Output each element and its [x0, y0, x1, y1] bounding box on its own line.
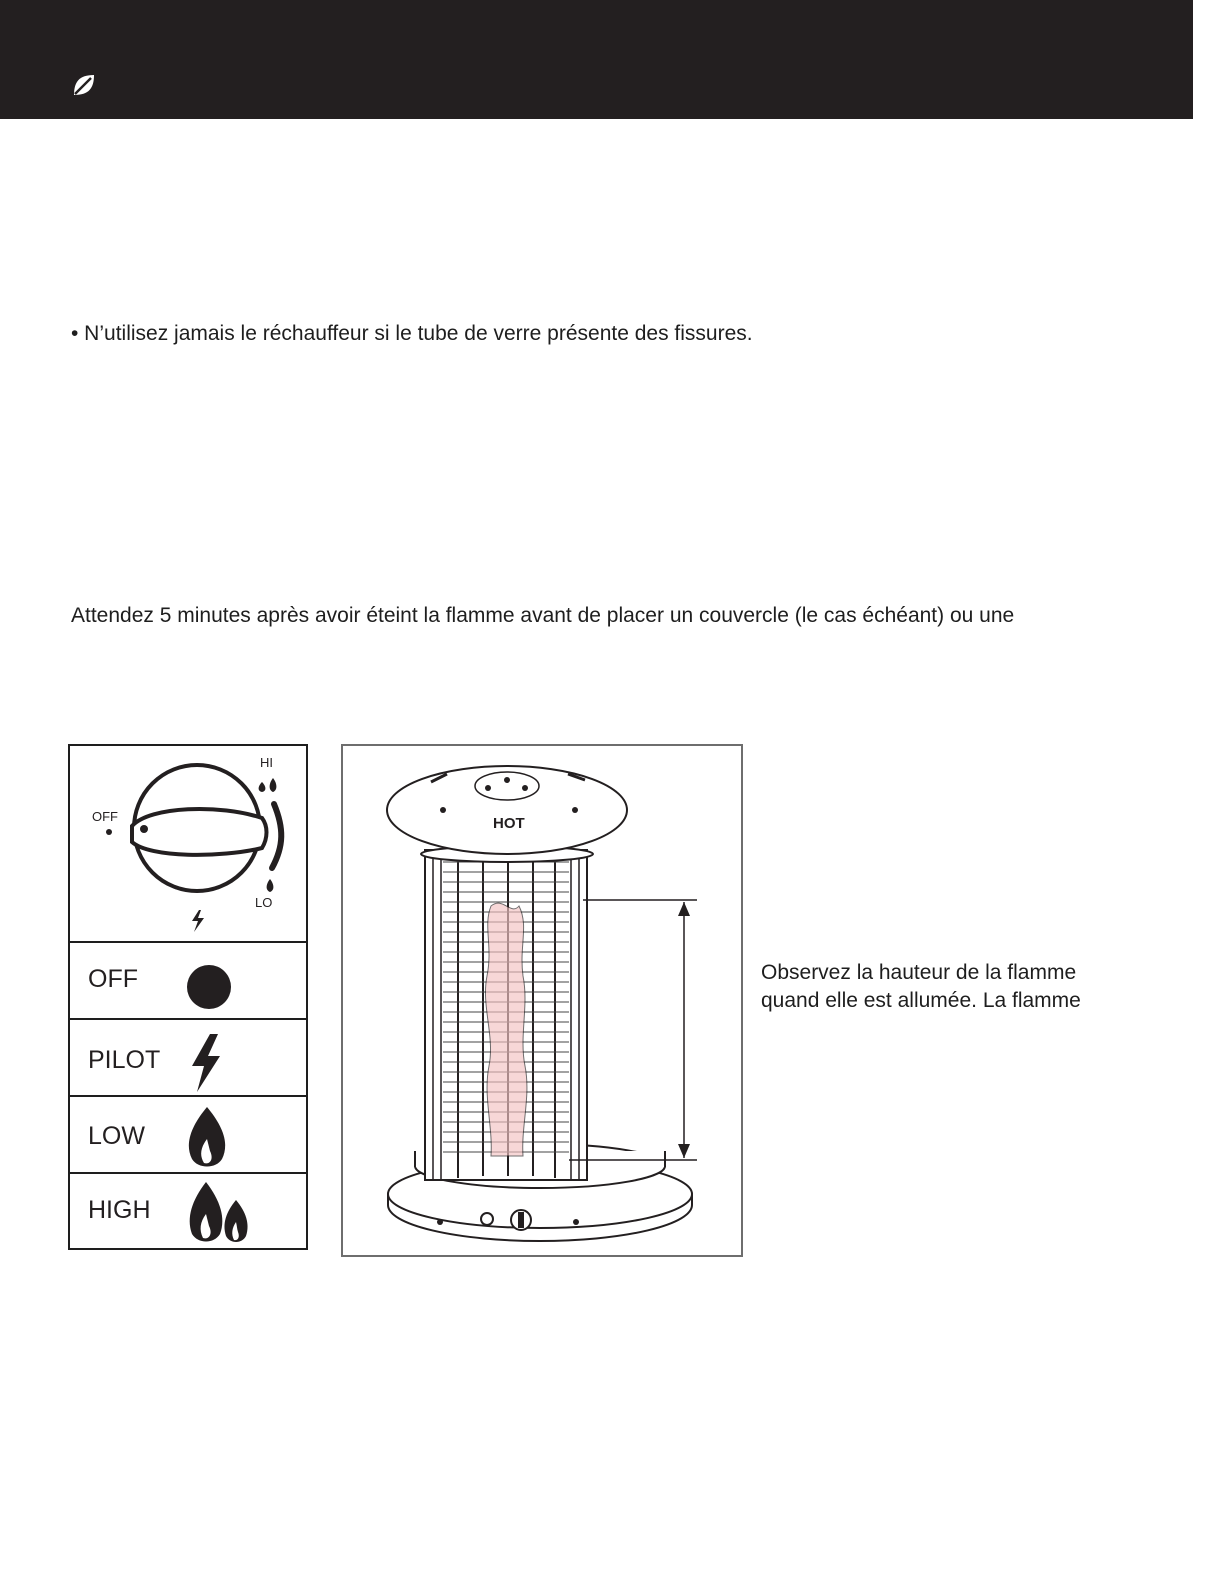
- knob-off-label: OFF: [92, 809, 118, 824]
- setting-label-pilot: PILOT: [88, 1046, 161, 1074]
- setting-label-low: LOW: [88, 1122, 145, 1150]
- flame-note-line-1: Observez la hauteur de la flamme: [761, 961, 1077, 984]
- crack-warning-text: • N’utilisez jamais le réchauffeur si le tube de verre présente des fissures.: [71, 322, 753, 345]
- knob-dial-figure: [70, 746, 306, 941]
- lo-flame-icon: [267, 879, 274, 892]
- igniter-button-icon: [481, 1213, 493, 1225]
- setting-label-off: OFF: [88, 965, 138, 993]
- heater-cage: [425, 850, 587, 1180]
- double-flame-icon: [180, 1180, 290, 1250]
- flame-range-arc: [272, 804, 281, 868]
- knob-lo-label: LO: [255, 895, 273, 910]
- hi-flames-icon: [259, 778, 277, 792]
- heater-figure: [341, 744, 743, 1257]
- filled-circle-icon: [180, 949, 250, 1013]
- flame-shape: [485, 903, 526, 1156]
- pilot-bolt-icon: [192, 910, 204, 932]
- off-position-dot: [106, 829, 112, 835]
- leaf-icon: [71, 72, 97, 98]
- setting-row-off: [70, 943, 306, 1020]
- lightning-bolt-icon: [180, 1026, 250, 1096]
- setting-row-low: [70, 1097, 306, 1174]
- knob-diagram: [70, 746, 306, 943]
- hot-label: HOT: [493, 815, 525, 832]
- setting-label-high: HIGH: [88, 1196, 151, 1224]
- flame-height-note: [761, 959, 1081, 1015]
- setting-row-pilot: [70, 1020, 306, 1097]
- knob-hi-label: HI: [260, 755, 273, 770]
- single-flame-icon: [180, 1103, 250, 1173]
- header-bar: [0, 0, 1193, 119]
- control-knob-panel: [68, 744, 308, 1250]
- knob-pointer-dot: [140, 825, 148, 833]
- wait-instruction-text: Attendez 5 minutes après avoir éteint la flamme avant de placer un couvercle (le cas échéant) ou une: [71, 604, 1015, 627]
- setting-row-high: [70, 1174, 306, 1249]
- heater-illustration: [343, 746, 741, 1255]
- flame-note-line-2: quand elle est allumée. La flamme: [761, 989, 1081, 1012]
